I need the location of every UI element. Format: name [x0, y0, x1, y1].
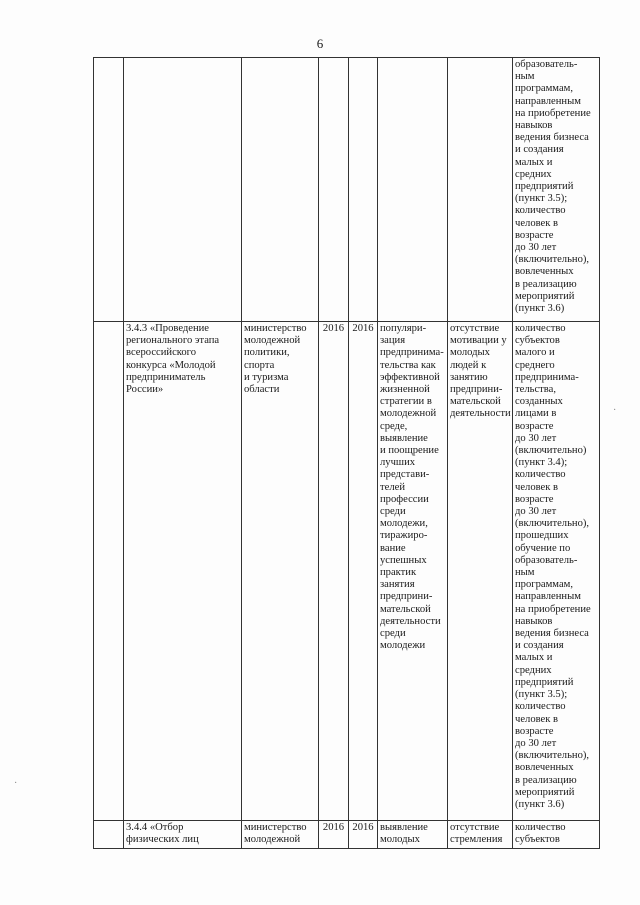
- cell-year-end: 2016: [349, 322, 378, 821]
- cell-consequences: отсутствие стремления: [448, 821, 513, 849]
- cell-number: [94, 58, 124, 322]
- cell-expected-result: [378, 58, 448, 322]
- cell-consequences: отсутствие мотивации у молодых людей к занятию предприни- мательской деятельности: [448, 322, 513, 821]
- cell-year-end: 2016: [349, 821, 378, 849]
- cell-number: [94, 821, 124, 849]
- cell-executor: министерство молодежной политики, спорта и туризма области: [242, 322, 319, 821]
- cell-number: [94, 322, 124, 821]
- cell-event-name: 3.4.4 «Отбор физических лиц: [124, 821, 242, 849]
- cell-executor: [242, 58, 319, 322]
- cell-year-end: [349, 58, 378, 322]
- table-row: [94, 58, 600, 322]
- program-table: [93, 57, 600, 849]
- cell-year-start: [319, 58, 349, 322]
- cell-year-start: 2016: [319, 821, 349, 849]
- table-row: [94, 821, 600, 849]
- page-number: 6: [316, 36, 324, 51]
- cell-expected-result: популяри- зация предпринима- тельства как эффективной жизненной стратегии в молодежной среде, выявление и поощрение лучших представи- телей профессии среди молодежи, тиражиро- вание успешных практик занятия предприни- мательской деятельности среди молодежи: [378, 322, 448, 821]
- cell-year-start: 2016: [319, 322, 349, 821]
- cell-indicator: образователь- ным программам, направленным на приобретение навыков ведения бизнеса и создания малых и средних предприятий (пункт 3.5); количество человек в возрасте до 30 лет (включительно), вовлеченных в реализацию мероприятий (пункт 3.6): [513, 58, 600, 322]
- cell-consequences: [448, 58, 513, 322]
- cell-indicator: количество субъектов: [513, 821, 600, 849]
- cell-indicator: количество субъектов малого и среднего предпринима- тельства, созданных лицами в возрасте до 30 лет (включительно) (пункт 3.4); количество человек в возрасте до 30 лет (включительно), прошедших обучение по образователь- ным программам, направленным на приобретение навыков ведения бизнеса и создания малых и средних предприятий (пункт 3.5); количество человек в возрасте до 30 лет (включительно), вовлеченных в реализацию мероприятий (пункт 3.6): [513, 322, 600, 821]
- cell-event-name: 3.4.3 «Проведение регионального этапа всероссийского конкурса «Молодой предприниматель России»: [124, 322, 242, 821]
- scan-speck: ·: [613, 405, 617, 416]
- table-row: [94, 322, 600, 821]
- scan-speck: ·: [14, 778, 18, 789]
- cell-event-name: [124, 58, 242, 322]
- cell-executor: министерство молодежной: [242, 821, 319, 849]
- cell-expected-result: выявление молодых: [378, 821, 448, 849]
